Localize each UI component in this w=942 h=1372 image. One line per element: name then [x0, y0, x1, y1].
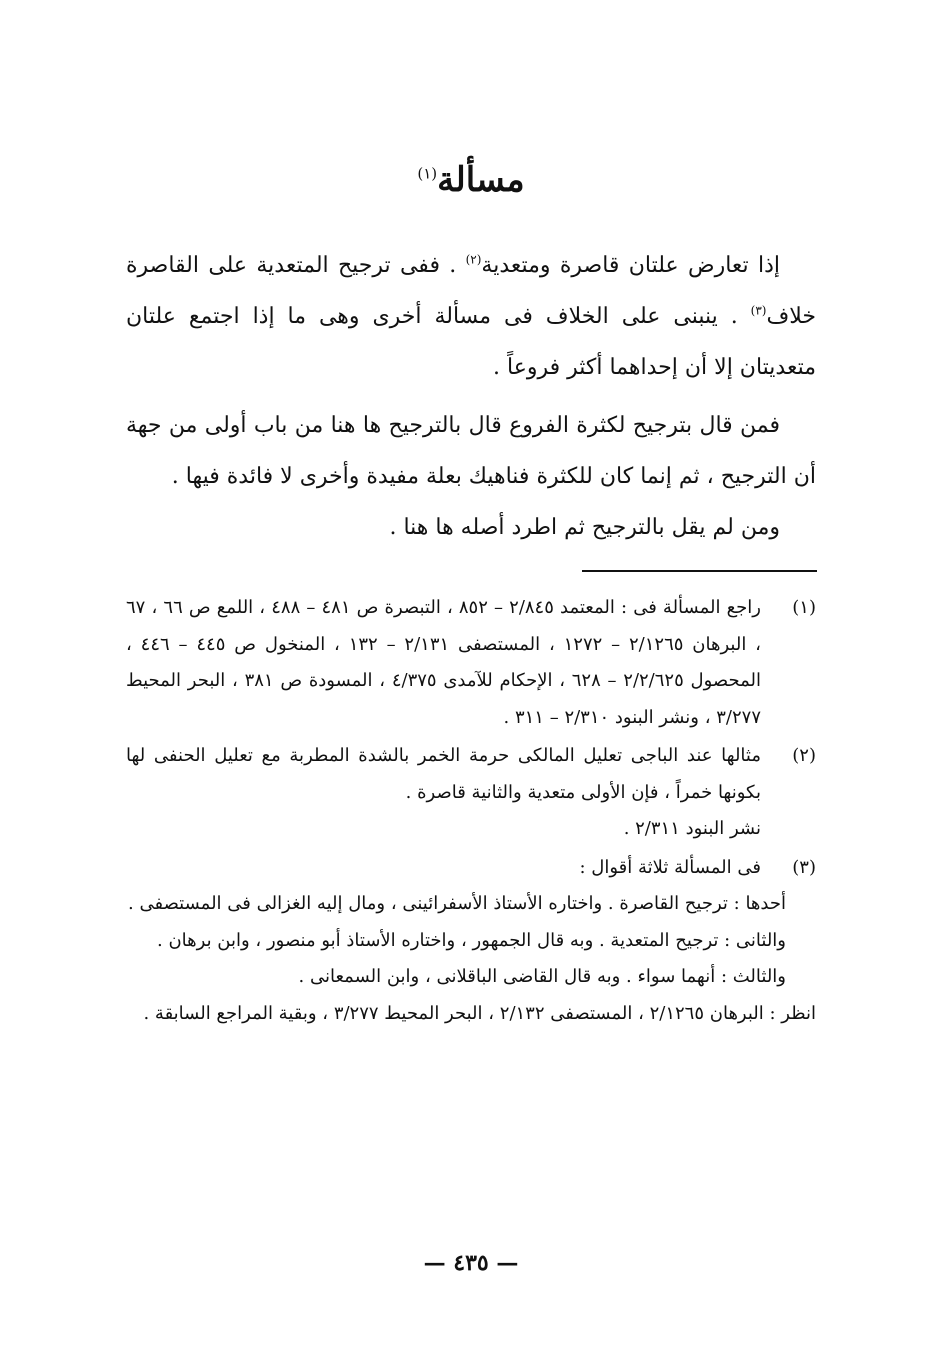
footnote-text: مثالها عند الباجى تعليل المالكى حرمة الخمر بالشدة المطربة مع تعليل الحنفى لها بكونها خمراً ، فإن الأولى متعدية والثانية قاصرة . — [126, 745, 761, 803]
paragraph-1-part-c: . ينبنى على الخلاف فى مسألة أخرى وهى ما إذا اجتمع علتان متعديتان إلا أن إحداهما أكثر فروعاً . — [126, 304, 816, 380]
footnote-intro: فى المسألة ثلاثة أقوال : — [579, 856, 761, 878]
footnote-separator — [582, 570, 817, 572]
footnote-body — [126, 738, 761, 848]
page-title — [0, 160, 942, 200]
footnote-3-first: أحدها : ترجيح القاصرة . واختاره الأستاذ الأسفرائينى ، ومال إليه الغزالى فى المستصفى . — [128, 893, 786, 914]
title-footnote-ref: (١) — [417, 164, 438, 183]
footnote-3-body — [126, 886, 816, 1032]
footnote-3-second: والثانى : ترجيح المتعدية . وبه قال الجمهور ، واختاره الأستاذ أبو منصور ، وابن برهان . — [157, 929, 786, 951]
paragraph-2-text: فمن قال بترجيح لكثرة الفروع قال بالترجيح ها هنا من باب أولى من جهة أن الترجيح ، ثم إنما كان للكثرة فناهيك بعلة مفيدة وأخرى لا فائدة فيها . — [126, 413, 816, 489]
footnote-number: (١) — [792, 597, 816, 618]
footnotes — [126, 588, 816, 1032]
title-text: مسألة — [437, 160, 525, 200]
footnote-ref-2: (٢) — [465, 252, 482, 267]
paragraph-3-text: ومن لم يقل بالترجيح ثم اطرد أصله ها هنا . — [389, 515, 780, 540]
paragraph-2 — [126, 400, 816, 553]
footnote-1 — [126, 590, 816, 736]
footnote-3-third: والثالث : أنهما سواء . وبه قال القاضى الباقلانى ، وابن السمعانى . — [298, 966, 786, 987]
footnote-number: (٣) — [792, 856, 816, 878]
paragraph-1-part-a: إذا تعارض علتان قاصرة ومتعدية — [481, 253, 780, 278]
footnote-ref-3: (٣) — [750, 303, 767, 318]
footnote-3 — [126, 850, 816, 887]
footnote-text: راجع المسألة فى : المعتمد ٢/٨٤٥ – ٨٥٢ ، التبصرة ص ٤٨١ – ٤٨٨ ، اللمع ص ٦٦ ، ٦٧ ، البرهان ٢/١٢٦٥ – ١٢٧٢ ، المستصفى ٢/١٣١ – ١٣٢ ، المنخول ص ٤٤٥ – ٤٤٦ ، المحصول ٢/٢/٦٢٥ – ٦٢٨ ، الإحكام للآمدى ٤/٣٧٥ ، المسودة ص ٣٨١ ، البحر المحيط ٣/٢٧٧ ، ونشر البنود ٢/٣١٠ – ٣١١ . — [126, 597, 762, 728]
page-number: — ٤٣٥ — — [423, 1250, 519, 1276]
paragraph-1-part-b: . ففى ترجيح المتعدية على القاصرة خلاف — [126, 253, 816, 329]
footnote-extra: نشر البنود ٢/٣١١ . — [623, 818, 761, 839]
footnote-3-refs: انظر : البرهان ٢/١٢٦٥ ، المستصفى ٢/١٣٢ ، البحر المحيط ٣/٢٧٧ ، وبقية المراجع السابقة . — [143, 1002, 816, 1024]
footnote-2 — [126, 738, 816, 848]
paragraph-1 — [126, 240, 816, 393]
footnote-number: (٢) — [792, 745, 816, 766]
